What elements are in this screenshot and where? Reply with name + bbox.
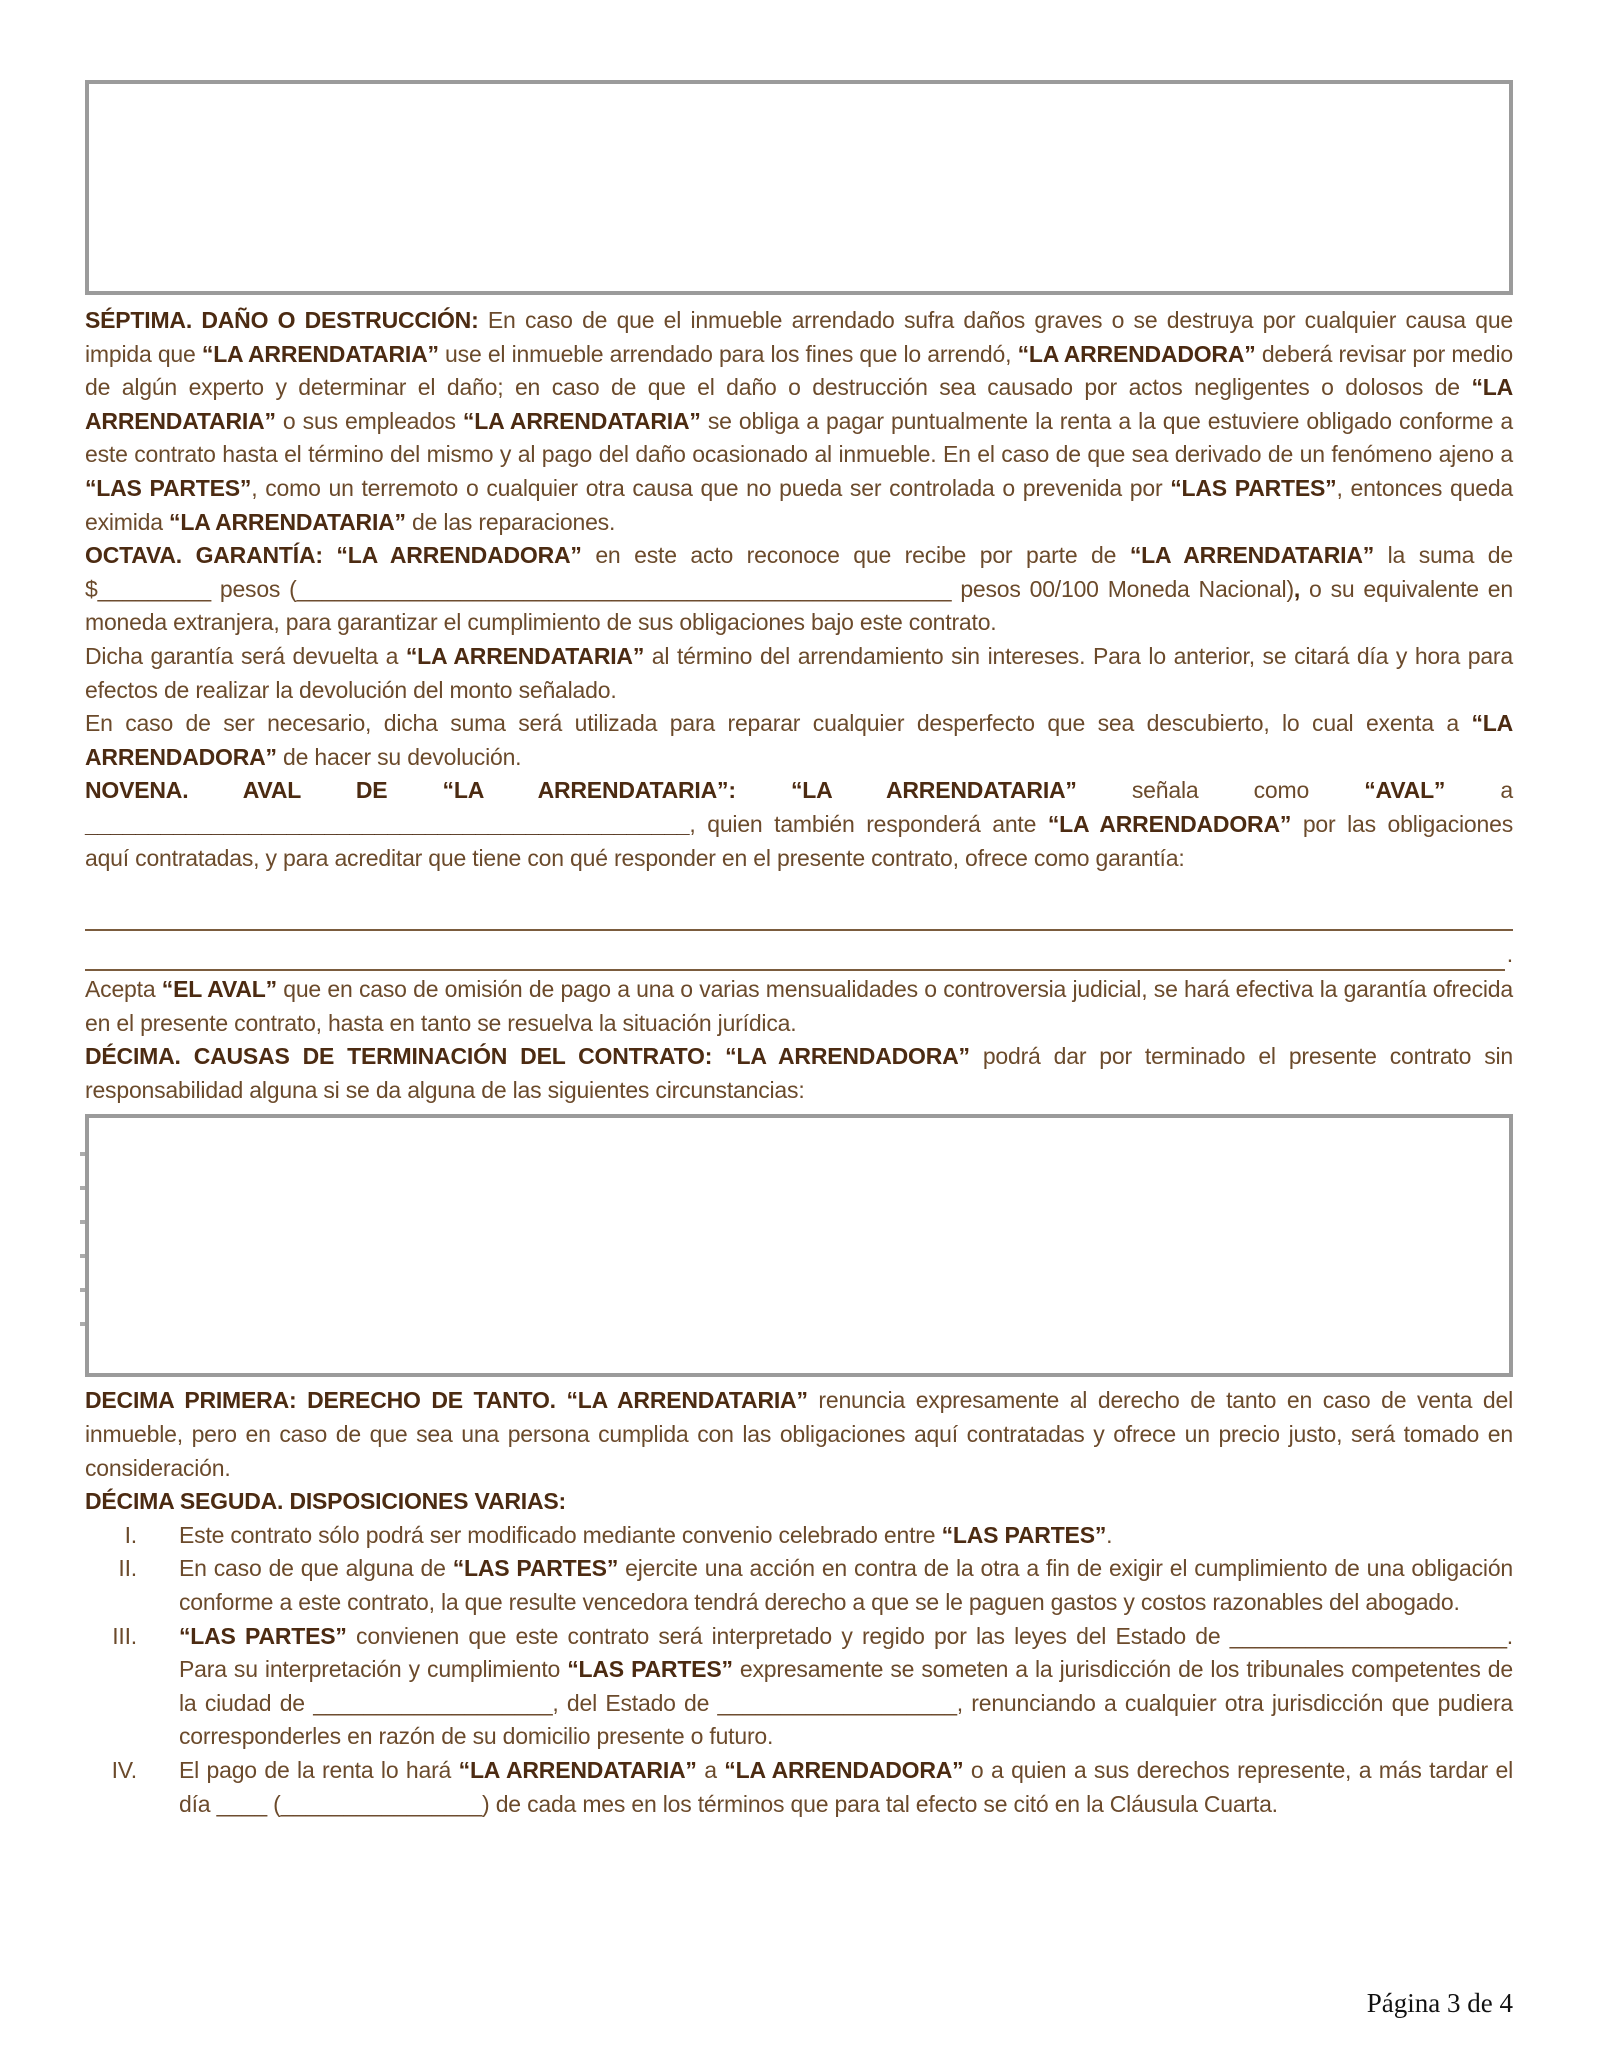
clause-octava-reparacion: En caso de ser necesario, dicha suma será utilizada para reparar cualquier desperfecto que sea descubierto, lo cual exenta a “LA ARRENDADORA” de hacer su devolución.: [85, 710, 1513, 770]
edge-mark: [80, 1152, 85, 1156]
list-item-numeral: IV.: [111, 1757, 137, 1783]
blank-line-1: [85, 891, 1513, 931]
empty-box-top: [85, 80, 1513, 295]
edge-mark: [80, 1186, 85, 1190]
list-item-text: “LAS PARTES” convienen que este contrato será interpretado y regido por las leyes del Estado de ______________________. Para su interpretación y cumplimiento “LAS PARTES” expresamente se someten a la jurisdicción de los tribunales competentes de la ciudad de ___________________, del Estado de ___________________, renunciando a cualquier otra jurisdicción que pudiera corresponderles en razón de su domicilio presente o futuro.: [179, 1622, 1513, 1750]
blank-line-2: [85, 931, 1513, 971]
empty-box-middle: [85, 1114, 1513, 1377]
edge-mark: [80, 1220, 85, 1224]
list-item-numeral: II.: [118, 1555, 137, 1582]
blank-line-rule: [85, 899, 1513, 931]
contract-body: [85, 304, 1513, 1821]
clause-novena: NOVENA. AVAL DE “LA ARRENDATARIA”: “LA ARRENDATARIA” señala como “AVAL” a ________________________________________________, quien también responderá ante “LA ARRENDADORA” por las obligaciones aquí contratadas, y para acreditar que tiene con qué responder en el presente contrato, ofrece como garantía:: [85, 777, 1514, 871]
list-item: [85, 1552, 1513, 1619]
list-item: [85, 1519, 1513, 1553]
clause-octava-devolucion: Dicha garantía será devuelta a “LA ARRENDATARIA” al término del arrendamiento sin intereses. Para lo anterior, se citará día y hora para efectos de realizar la devolución del monto señalado.: [85, 642, 1513, 703]
list-item: [85, 1754, 1513, 1821]
clause-decima-segunda-heading: DÉCIMA SEGUDA. DISPOSICIONES VARIAS:: [85, 1488, 566, 1515]
list-item-numeral: I.: [124, 1521, 137, 1548]
list-item: [85, 1620, 1513, 1754]
page-number: Página 3 de 4: [1366, 1988, 1513, 2018]
edge-mark: [80, 1322, 85, 1326]
list-item-text: Este contrato sólo podrá ser modificado mediante convenio celebrado entre “LAS PARTES”.: [179, 1521, 1113, 1548]
clause-decima-primera: DECIMA PRIMERA: DERECHO DE TANTO. “LA ARRENDATARIA” renuncia expresamente al derecho de tanto en caso de venta del inmueble, pero en caso de que sea una persona cumplida con las obligaciones aquí contratadas y ofrece un precio justo, será tomado en consideración.: [85, 1387, 1513, 1481]
blank-line-suffix: .: [1506, 940, 1513, 967]
list-item-text: El pago de la renta lo hará “LA ARRENDATARIA” a “LA ARRENDADORA” o a quien a sus derechos represente, a más tardar el día ____ (________________) de cada mes en los términos que para tal efecto se citó en la Cláusula Cuarta.: [179, 1757, 1513, 1817]
guarantee-blank-lines: [85, 891, 1513, 971]
clause-acepta-aval: Acepta “EL AVAL” que en caso de omisión de pago a una o varias mensualidades o controversia judicial, se hará efectiva la garantía ofrecida en el presente contrato, hasta en tanto se resuelva la situación jurídica.: [85, 976, 1513, 1036]
list-item-numeral: III.: [112, 1622, 137, 1649]
list-item-text: En caso de que alguna de “LAS PARTES” ejercite una acción en contra de la otra a fin de exigir el cumplimiento de una obligación conforme a este contrato, la que resulte vencedora tendrá derecho a que se le paguen gastos y costos razonables del abogado.: [179, 1555, 1513, 1616]
provisions-list: [85, 1519, 1513, 1821]
clause-decima: DÉCIMA. CAUSAS DE TERMINACIÓN DEL CONTRATO: “LA ARRENDADORA” podrá dar por terminado el presente contrato sin responsabilidad alguna si se da alguna de las siguientes circunstancias:: [85, 1043, 1513, 1103]
edge-mark: [80, 1288, 85, 1292]
clause-octava: OCTAVA. GARANTÍA: “LA ARRENDADORA” en este acto reconoce que recibe por parte de “LA ARRENDATARIA” la suma de $_________ pesos (____________________________________________________ pesos 00/100 Moneda Nacional), o su equivalente en moneda extranjera, para garantizar el cumplimiento de sus obligaciones bajo este contrato.: [85, 542, 1513, 636]
blank-line-rule: [85, 939, 1505, 971]
edge-mark: [80, 1254, 85, 1258]
clause-septima: SÉPTIMA. DAÑO O DESTRUCCIÓN: En caso de que el inmueble arrendado sufra daños graves o se destruya por cualquier causa que impida que “LA ARRENDATARIA” use el inmueble arrendado para los fines que lo arrendó, “LA ARRENDADORA” deberá revisar por medio de algún experto y determinar el daño; en caso de que el daño o destrucción sea causado por actos negligentes o dolosos de “LA ARRENDATARIA” o sus empleados “LA ARRENDATARIA” se obliga a pagar puntualmente la renta a la que estuviere obligado conforme a este contrato hasta el término del mismo y al pago del daño ocasionado al inmueble. En el caso de que sea derivado de un fenómeno ajeno a “LAS PARTES”, como un terremoto o cualquier otra causa que no pueda ser controlada o prevenida por “LAS PARTES”, entonces queda eximida “LA ARRENDATARIA” de las reparaciones.: [85, 307, 1514, 535]
